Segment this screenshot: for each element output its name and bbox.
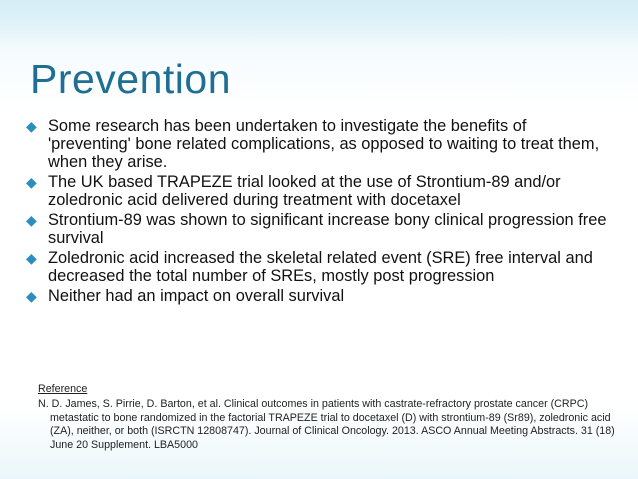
bullet-icon: ◆ — [26, 174, 37, 191]
reference-heading: Reference — [38, 383, 88, 395]
bullet-icon: ◆ — [26, 118, 37, 134]
list-item — [24, 117, 609, 172]
reference-text: N. D. James, S. Pirrie, D. Barton, et al. Clinical outcomes in patients with castrate-refractory prostate cancer (CRPC) metastatic to bone randomized in the factorial TRAPEZE trial to docetaxel (D) with strontium-89 (Sr89), zoledronic acid (ZA), neither, or both (ISRCTN 12808747). Journal of Clinical Oncology. 2013. ASCO Annual Meeting Abstracts. 31 (18) June 20 Supplement. LBA5000 — [38, 398, 615, 451]
reference-block — [38, 383, 618, 452]
bullet-icon: ◆ — [26, 212, 37, 229]
slide-title: Prevention — [30, 56, 232, 102]
list-item — [24, 173, 609, 209]
bullet-text: Zoledronic acid increased the skeletal related event (SRE) free interval and decreased the total number of SREs, mostly post progression — [48, 248, 593, 286]
list-item — [24, 287, 609, 305]
bullet-text: Some research has been undertaken to investigate the benefits of 'preventing' bone related complications, as opposed to waiting to treat them, when they arise. — [48, 117, 600, 172]
bullet-list — [24, 117, 609, 307]
list-item — [24, 249, 609, 285]
bullet-text: Strontium-89 was shown to significant increase bony clinical progression free survival — [48, 211, 607, 248]
bullet-text: Neither had an impact on overall survival — [48, 286, 345, 305]
bullet-icon: ◆ — [26, 249, 37, 266]
bullet-icon: ◆ — [26, 287, 37, 304]
header-band — [0, 0, 638, 48]
bullet-text: The UK based TRAPEZE trial looked at the use of Strontium-89 and/or zoledronic acid delivered during treatment with docetaxel — [48, 173, 561, 210]
list-item — [24, 211, 609, 247]
